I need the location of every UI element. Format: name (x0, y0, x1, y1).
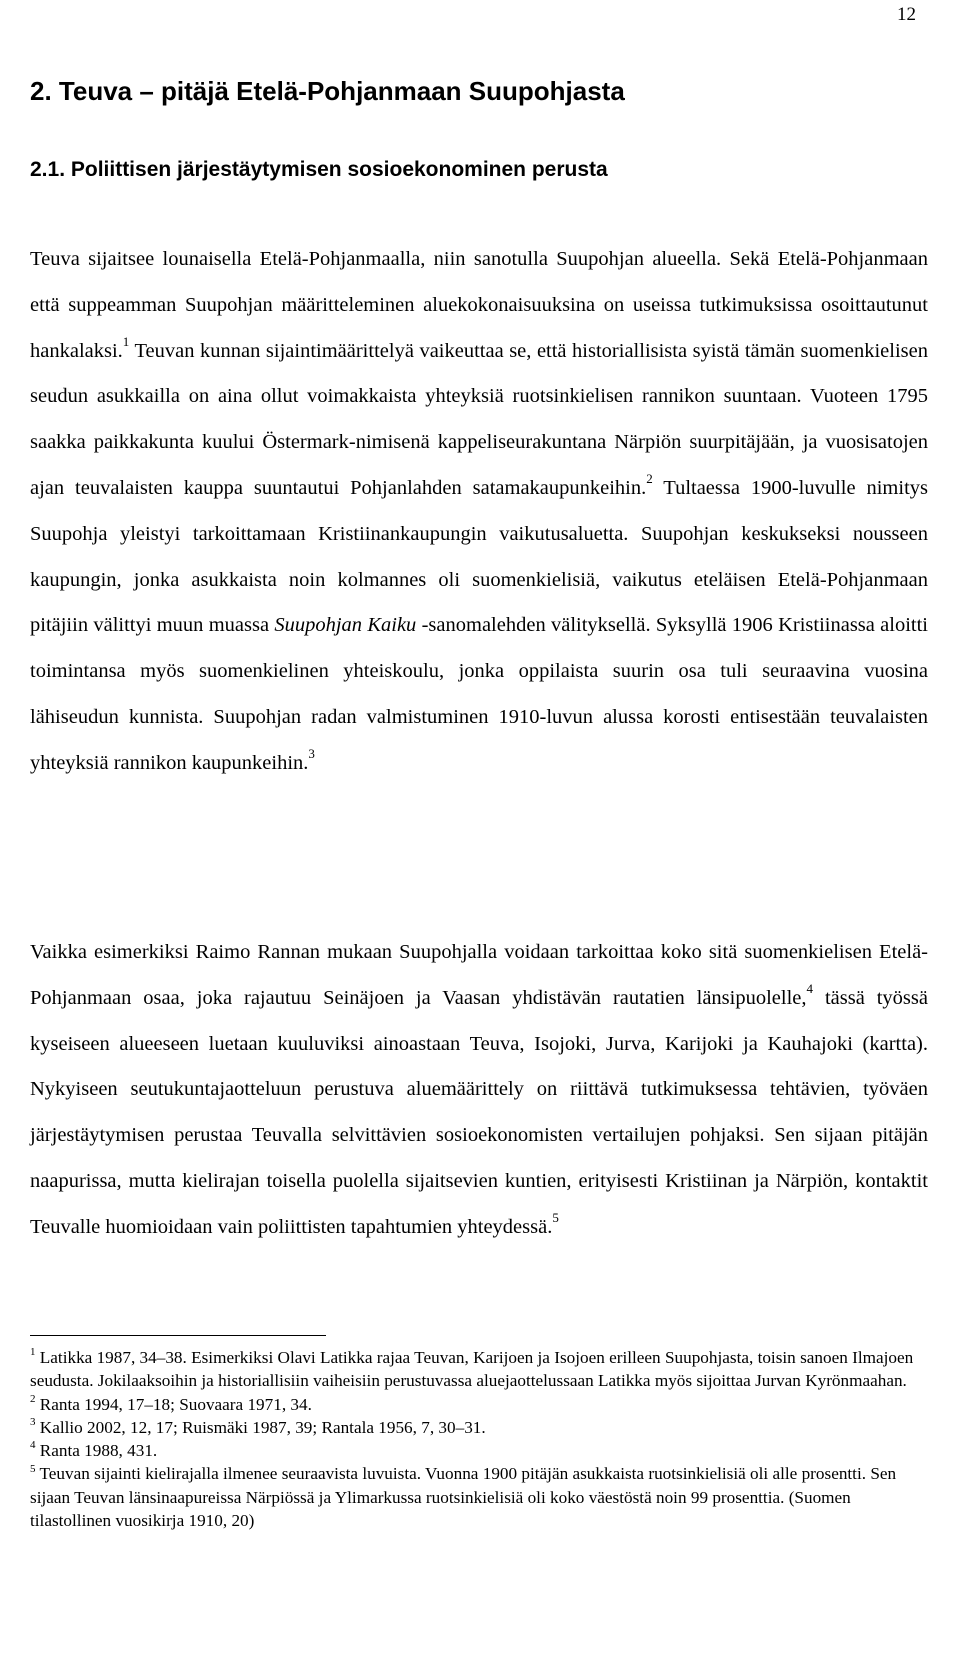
footnote-ref-3[interactable]: 3 (308, 745, 315, 761)
footnote-ref-1[interactable]: 1 (122, 333, 130, 349)
footnote-text: Teuvan sijainti kielirajalla ilmenee seuraavista luvuista. Vuonna 1900 pitäjän asukkaista ruotsinkielisiä oli alle prosentti. Sen sijaan Teuvan länsinaapureissa Närpiössä ja Ylimarkussa ruotsinkielisiä oli koko väestöstä noin 99 prosenttia. (Suomen tilastollinen vuosikirja 1910, 20) (30, 1464, 897, 1531)
footnote-text: Latikka 1987, 34–38. Esimerkiksi Olavi Latikka rajaa Teuvan, Karijoen ja Isojoen erilleen Suupohjasta, toisin sanoen Ilmajoen seudusta. Jokilaaksoihin ja historiallisiin vaiheisiin perustuvassa aluejaottelussaan Latikka myös sijoittaa Jurvan Kyrönmaahan. (30, 1348, 914, 1391)
footnote-5 (30, 1462, 935, 1532)
footnote-3 (30, 1416, 935, 1439)
paragraph-1-text-d: -sanomalehden välityksellä. Syksyllä 1906 Kristiinassa aloitti toimintansa myös suomenkielinen yhteiskoulu, jonka oppilaista suurin osa tuli seuraavina vuosina lähiseudun kunnista. Suupohjan radan valmistuminen 1910-luvun alussa korosti entisestään teuvalaisten yhteyksiä rannikon kaupunkeihin. (30, 614, 928, 774)
footnote-number: 2 (30, 1392, 36, 1405)
footnote-number: 4 (30, 1439, 36, 1452)
paragraph-1-text-c: Tultaessa 1900-luvulle nimitys Suupohja yleistyi tarkoittamaan Kristiinankaupungin vaikutusaluetta. Suupohjan keskukseksi nousseen kaupungin, jonka asukkaista noin kolmannes oli suomenkielisiä, vaikutus eteläisen Etelä-Pohjanmaan pitäjiin välittyi muun muassa (30, 476, 928, 637)
footnote-text: Ranta 1988, 431. (39, 1441, 158, 1461)
footnote-1 (30, 1346, 935, 1393)
paragraph-1 (30, 237, 928, 787)
paragraph-2 (30, 930, 928, 1251)
paragraph-1-text-b: Teuvan kunnan sijaintimäärittelyä vaikeuttaa se, että historiallisista syistä tämän suomenkielisen seudun asukkailla on aina ollut voimakkaista yhteyksiä ruotsinkielisen rannikon suuntaan. Vuoteen 1795 saakka paikkakunta kuului Östermark-nimisenä kappeliseurakuntana Närpiön suurpitäjään, ja vuosisatojen ajan teuvalaisten kauppa suuntautui Pohjanlahden satamakaupunkeihin. (30, 339, 928, 499)
footnote-4 (30, 1439, 935, 1462)
paragraph-1-text-a: Teuva sijaitsee lounaisella Etelä-Pohjanmaalla, niin sanotulla Suupohjan alueella. Sekä Etelä-Pohjanmaan että suppeamman Suupohjan määritteleminen aluekokonaisuuksina on useissa tutkimuksissa osoittautunut hankalaksi. (30, 248, 928, 362)
footnote-separator (30, 1335, 326, 1336)
footnote-2 (30, 1393, 935, 1416)
section-heading: 2.1. Poliittisen järjestäytymisen sosioekonominen perusta (30, 158, 608, 181)
footnote-number: 1 (30, 1346, 36, 1359)
paragraph-2-text-a: Vaikka esimerkiksi Raimo Rannan mukaan Suupohjalla voidaan tarkoittaa koko sitä suomenkielisen Etelä-Pohjanmaan osaa, joka rajautuu Seinäjoen ja Vaasan yhdistävän rautatien länsipuolelle, (30, 941, 928, 1009)
footnotes (30, 1346, 935, 1532)
chapter-heading: 2. Teuva – pitäjä Etelä-Pohjanmaan Suupohjasta (30, 76, 625, 106)
footnote-text: Ranta 1994, 17–18; Suovaara 1971, 34. (39, 1394, 312, 1414)
footnote-ref-4[interactable]: 4 (806, 980, 814, 996)
footnote-number: 3 (30, 1416, 36, 1429)
footnote-number: 5 (30, 1462, 36, 1475)
footnote-ref-2[interactable]: 2 (646, 471, 653, 487)
page-number: 12 (897, 4, 916, 25)
footnote-text: Kallio 2002, 12, 17; Ruismäki 1987, 39; Rantala 1956, 7, 30–31. (39, 1417, 486, 1437)
newspaper-title: Suupohjan Kaiku (274, 614, 417, 637)
paragraph-2-text-b: tässä työssä kyseiseen alueeseen luetaan kuuluviksi ainoastaan Teuva, Isojoki, Jurva, Karijoki ja Kauhajoki (kartta). Nykyiseen seutukuntajaotteluun perustuva aluemäärittely on riittävä tutkimuksessa tehtävien, työväen järjestäytymisen perustaa Teuvalla selvittävien sosioekonomisten vertailujen pohjaksi. Sen sijaan pitäjän naapurissa, mutta kielirajan toisella puolella sijaitsevien kuntien, erityisesti Kristiinan ja Närpiön, kontaktit Teuvalle huomioidaan vain poliittisten tapahtumien yhteydessä. (30, 986, 928, 1238)
footnote-ref-5[interactable]: 5 (552, 1209, 559, 1225)
